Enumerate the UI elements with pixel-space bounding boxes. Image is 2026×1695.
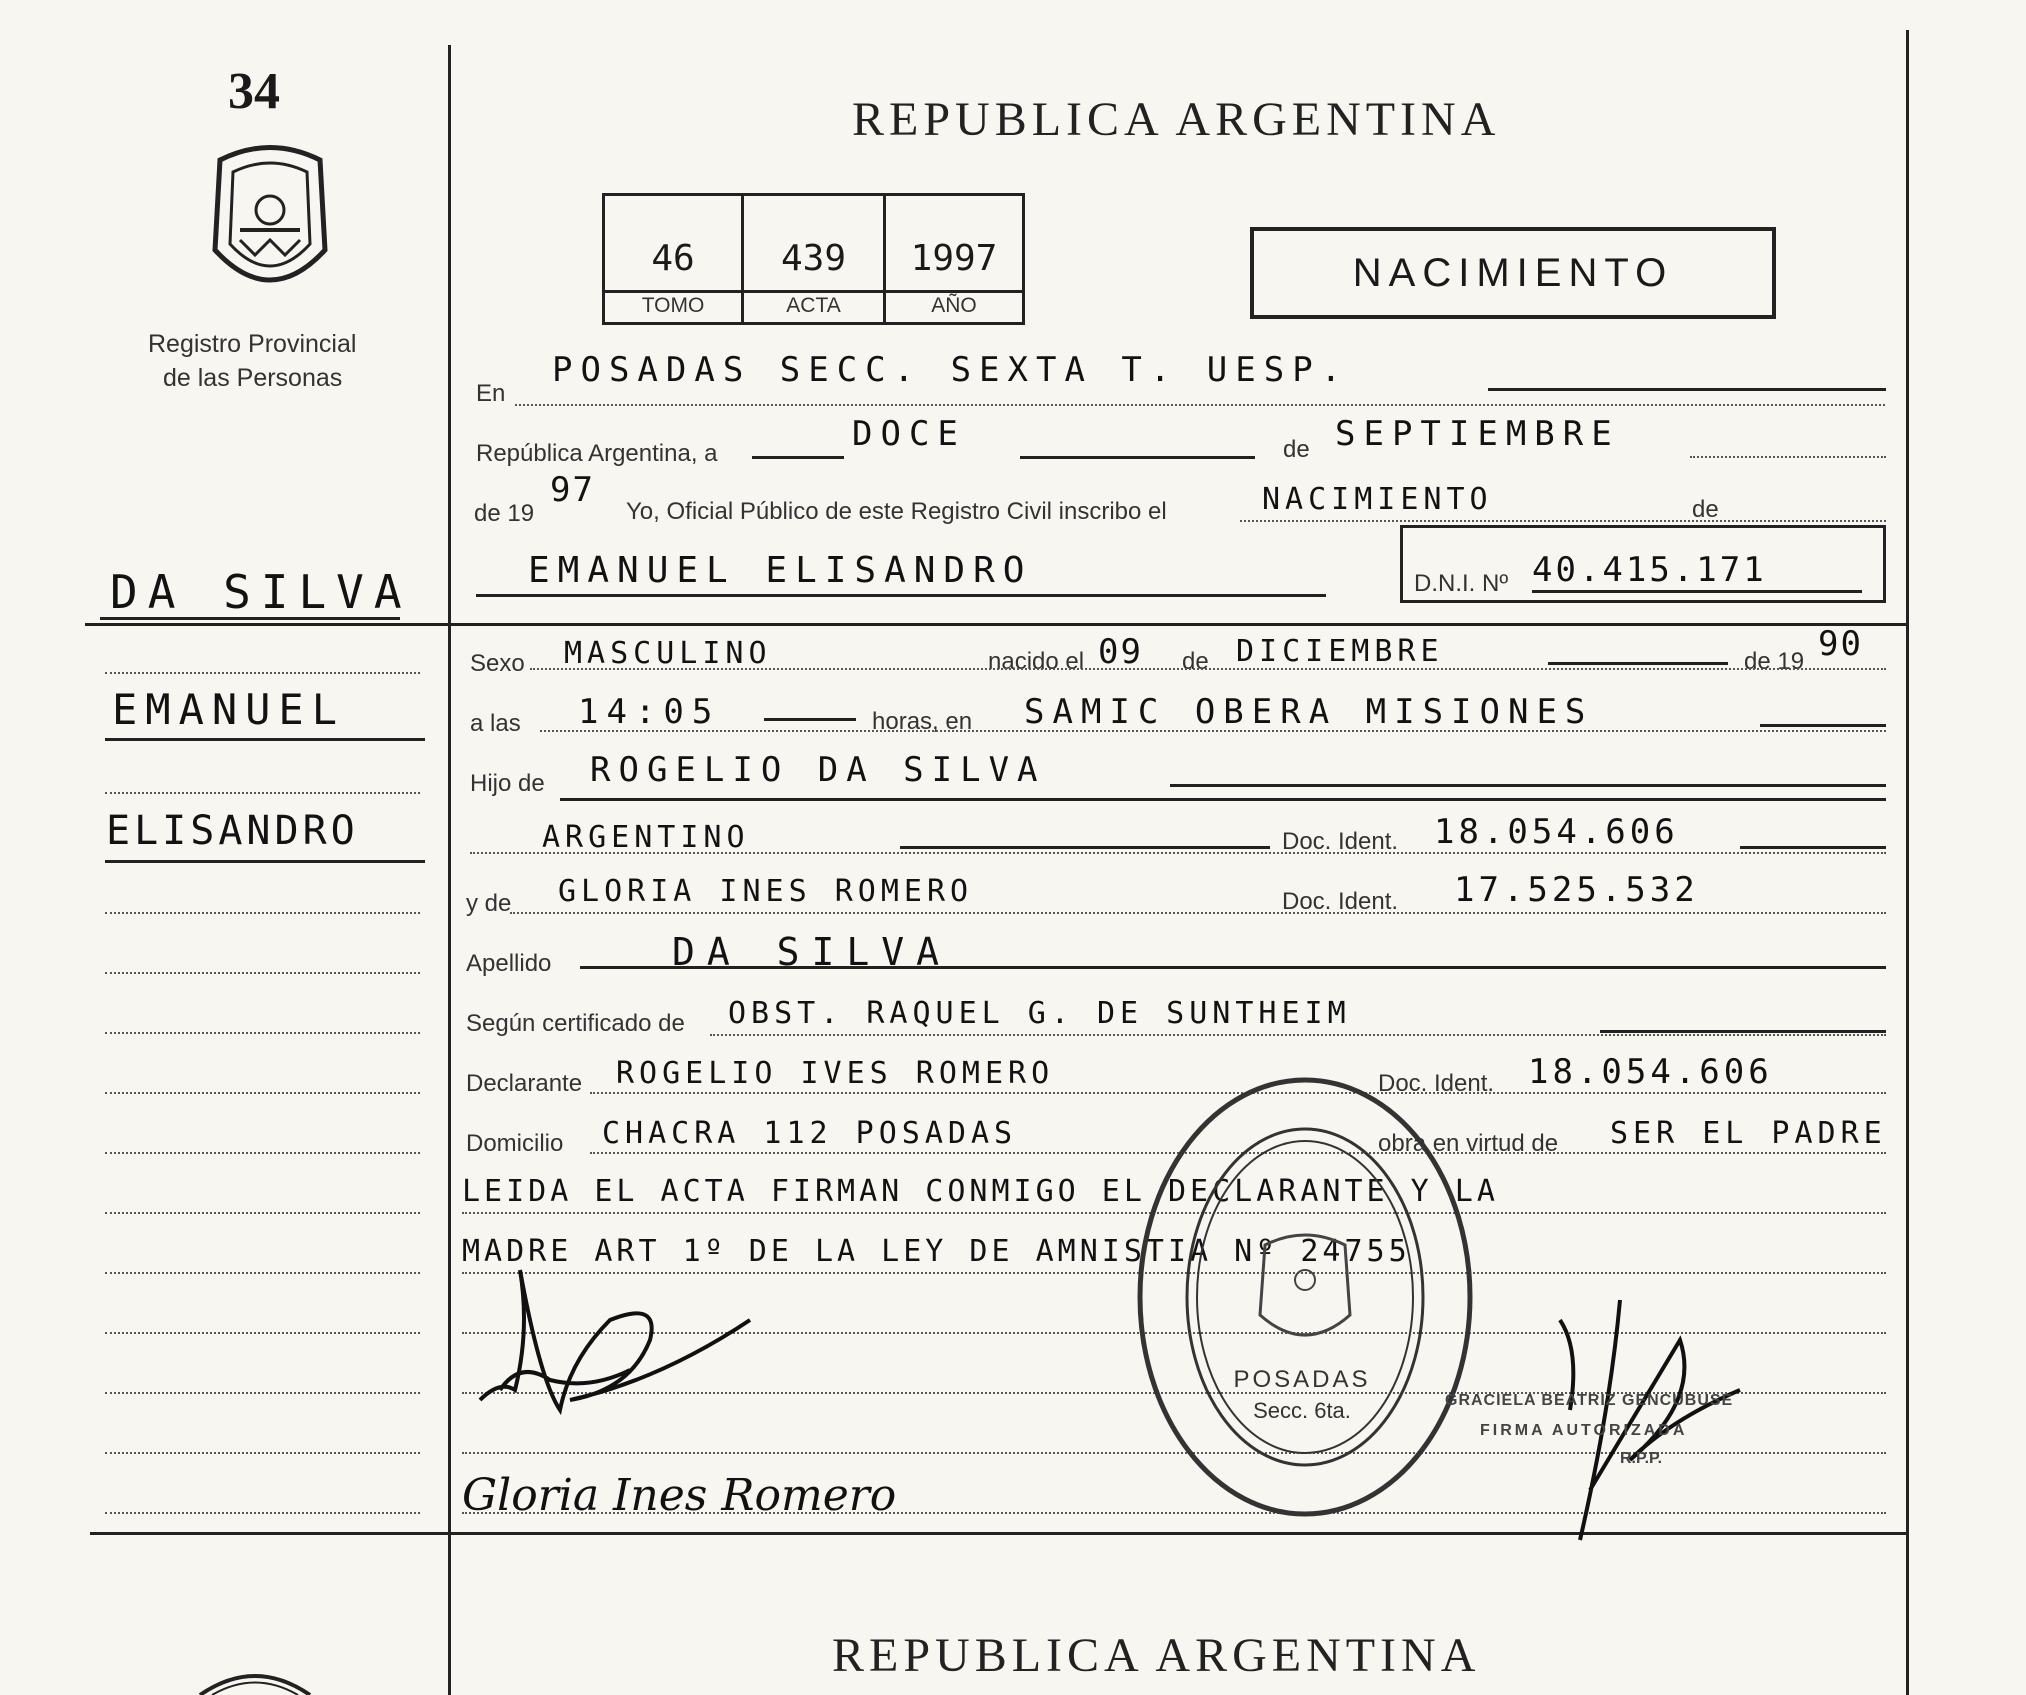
signature-mother: Gloria Ines Romero [462, 1470, 897, 1521]
full-name: EMANUEL ELISANDRO [528, 550, 1033, 591]
margin-first-name-underline [105, 738, 425, 741]
birth-place-underline [1760, 724, 1886, 727]
birth-place: SAMIC OBERA MISIONES [1024, 692, 1594, 732]
sexo-value: MASCULINO [564, 636, 772, 671]
de-label-2: de [1692, 496, 1719, 523]
obra-label: obra en virtud de [1378, 1130, 1559, 1157]
section-divider-top [85, 623, 1907, 626]
margin-dotted-line [105, 672, 420, 674]
place-underline [1488, 388, 1886, 391]
en-label: En [476, 380, 506, 407]
anio-value: 1997 [910, 238, 998, 279]
doc-ident-label-father: Doc. Ident. [1282, 828, 1399, 855]
official-stamp-line2: FIRMA AUTORIZADA [1480, 1422, 1688, 1439]
year-prefix: de 19 [474, 500, 535, 527]
mother-doc: 17.525.532 [1454, 870, 1699, 910]
certificado-underline [1600, 1030, 1886, 1033]
apellido-underline [580, 966, 1886, 969]
certificado-label: Según certificado de [466, 1010, 685, 1037]
certificado-value: OBST. RAQUEL G. DE SUNTHEIM [728, 996, 1351, 1031]
anio-label: AÑO [931, 294, 977, 317]
note-line-1: LEIDA EL ACTA FIRMAN CONMIGO EL DECLARANTE Y LA [462, 1174, 1499, 1209]
a-las-label: a las [470, 710, 521, 737]
tomo-label: TOMO [641, 294, 705, 317]
signature-official [1500, 1260, 1760, 1560]
dni-value: 40.415.171 [1532, 550, 1767, 590]
father-underline-2 [560, 798, 1886, 801]
father-doc-underline [1740, 846, 1886, 849]
time-underline [764, 718, 856, 721]
birth-time: 14:05 [578, 692, 721, 732]
hijo-label: Hijo de [470, 770, 545, 797]
horas-label: horas, en [872, 708, 973, 735]
mother-name: GLORIA INES ROMERO [558, 874, 974, 909]
registry-seal-icon-bottom [190, 1662, 320, 1695]
margin-dotted-line [105, 1452, 420, 1454]
dotted-line [710, 1034, 1886, 1036]
registry-seal-icon [195, 140, 345, 300]
de-label-3: de [1182, 648, 1209, 675]
tomo-cell [602, 193, 744, 325]
domicilio-label: Domicilio [466, 1130, 564, 1157]
margin-dotted-line [105, 912, 420, 914]
sexo-label: Sexo [470, 650, 525, 677]
father-doc: 18.054.606 [1434, 812, 1679, 852]
acta-value: 439 [780, 238, 847, 279]
domicilio-value: CHACRA 112 POSADAS [602, 1116, 1018, 1151]
declarante-label: Declarante [466, 1070, 583, 1097]
birth-day: 09 [1098, 632, 1143, 672]
act-type-label: NACIMIENTO [1352, 251, 1674, 295]
margin-dotted-line [105, 1392, 420, 1394]
day-value: DOCE [852, 414, 966, 454]
margin-second-name: ELISANDRO [106, 808, 359, 854]
apellido-label: Apellido [466, 950, 552, 977]
full-name-underline [476, 594, 1326, 597]
birth-month: DICIEMBRE [1236, 634, 1444, 669]
doc-ident-label-mother: Doc. Ident. [1282, 888, 1399, 915]
birth-month-underline [1548, 662, 1728, 665]
y-de-label: y de [466, 890, 512, 917]
margin-dotted-line [105, 1032, 420, 1034]
margin-dotted-line [105, 1332, 420, 1334]
dni-label: D.N.I. Nº [1414, 570, 1509, 597]
margin-dotted-line [105, 1272, 420, 1274]
note-line-2: MADRE ART 1º DE LA LEY DE AMNISTIA Nº 24755 [462, 1234, 1411, 1269]
footer-country-title: REPUBLICA ARGENTINA [832, 1629, 1481, 1682]
birth-year-prefix: de 19 [1744, 648, 1805, 675]
inscription-type: NACIMIENTO [1262, 482, 1493, 517]
dotted-line [470, 852, 1886, 854]
margin-dotted-line [105, 972, 420, 974]
margin-first-name: EMANUEL [112, 685, 346, 734]
right-border [1906, 30, 1909, 1695]
place-value: POSADAS SECC. SEXTA T. UESP. [552, 350, 1350, 390]
registry-stamp-icon [1135, 1075, 1475, 1520]
page-number: 34 [228, 63, 280, 120]
margin-dotted-line [105, 1092, 420, 1094]
signature-declarante [460, 1240, 780, 1440]
father-name: ROGELIO DA SILVA [590, 750, 1046, 790]
dotted-line [540, 730, 1886, 732]
left-margin-border [448, 45, 451, 1695]
oficial-text: Yo, Oficial Público de este Registro Civil inscribo el [626, 498, 1167, 525]
dotted-line [515, 404, 1885, 406]
father-nationality: ARGENTINO [542, 820, 750, 855]
year-suffix: 97 [550, 470, 595, 510]
declarante-value: ROGELIO IVES ROMERO [616, 1056, 1055, 1091]
dotted-line [1690, 456, 1886, 458]
registry-name-line2: de las Personas [163, 364, 343, 392]
month-value: SEPTIEMBRE [1335, 414, 1620, 454]
de-label: de [1283, 436, 1310, 463]
dni-underline [1532, 590, 1862, 593]
margin-surname-underline [100, 617, 400, 620]
stamp-city: POSADAS [1233, 1366, 1371, 1393]
margin-surname: DA SILVA [110, 565, 412, 619]
official-stamp-line1: GRACIELA BEATRIZ GENCUBUSE [1445, 1392, 1734, 1409]
margin-second-name-underline [105, 860, 425, 863]
doc-ident-label-declarante: Doc. Ident. [1378, 1070, 1495, 1097]
stamp-section: Secc. 6ta. [1253, 1398, 1351, 1423]
father-underline [1170, 784, 1886, 787]
anio-cell [883, 193, 1025, 325]
margin-dotted-line [105, 1212, 420, 1214]
birth-year-suffix: 90 [1818, 624, 1863, 664]
tomo-value: 46 [651, 238, 695, 279]
apellido-value: DA SILVA [672, 930, 952, 974]
declarante-doc: 18.054.606 [1528, 1052, 1773, 1092]
obra-value: SER EL PADRE [1610, 1116, 1887, 1151]
dotted-line [510, 912, 1886, 914]
margin-dotted-line [105, 1512, 420, 1514]
margin-dotted-line [105, 1152, 420, 1154]
official-stamp-line3: R.P.P. [1620, 1450, 1663, 1467]
dotted-line [1240, 520, 1886, 522]
reference-caption-divider [602, 290, 1025, 293]
acta-cell [741, 193, 886, 325]
nacido-label: nacido el [988, 648, 1085, 675]
dotted-line [530, 668, 1886, 670]
republica-label: República Argentina, a [476, 440, 718, 467]
day-underline-end [1020, 456, 1255, 459]
margin-dotted-line [105, 792, 420, 794]
nationality-underline [900, 846, 1270, 849]
registry-name-line1: Registro Provincial [148, 330, 357, 358]
act-type-box [1250, 227, 1776, 319]
acta-label: ACTA [786, 294, 841, 317]
day-underline-start [752, 456, 844, 459]
country-title: REPUBLICA ARGENTINA [852, 93, 1501, 146]
